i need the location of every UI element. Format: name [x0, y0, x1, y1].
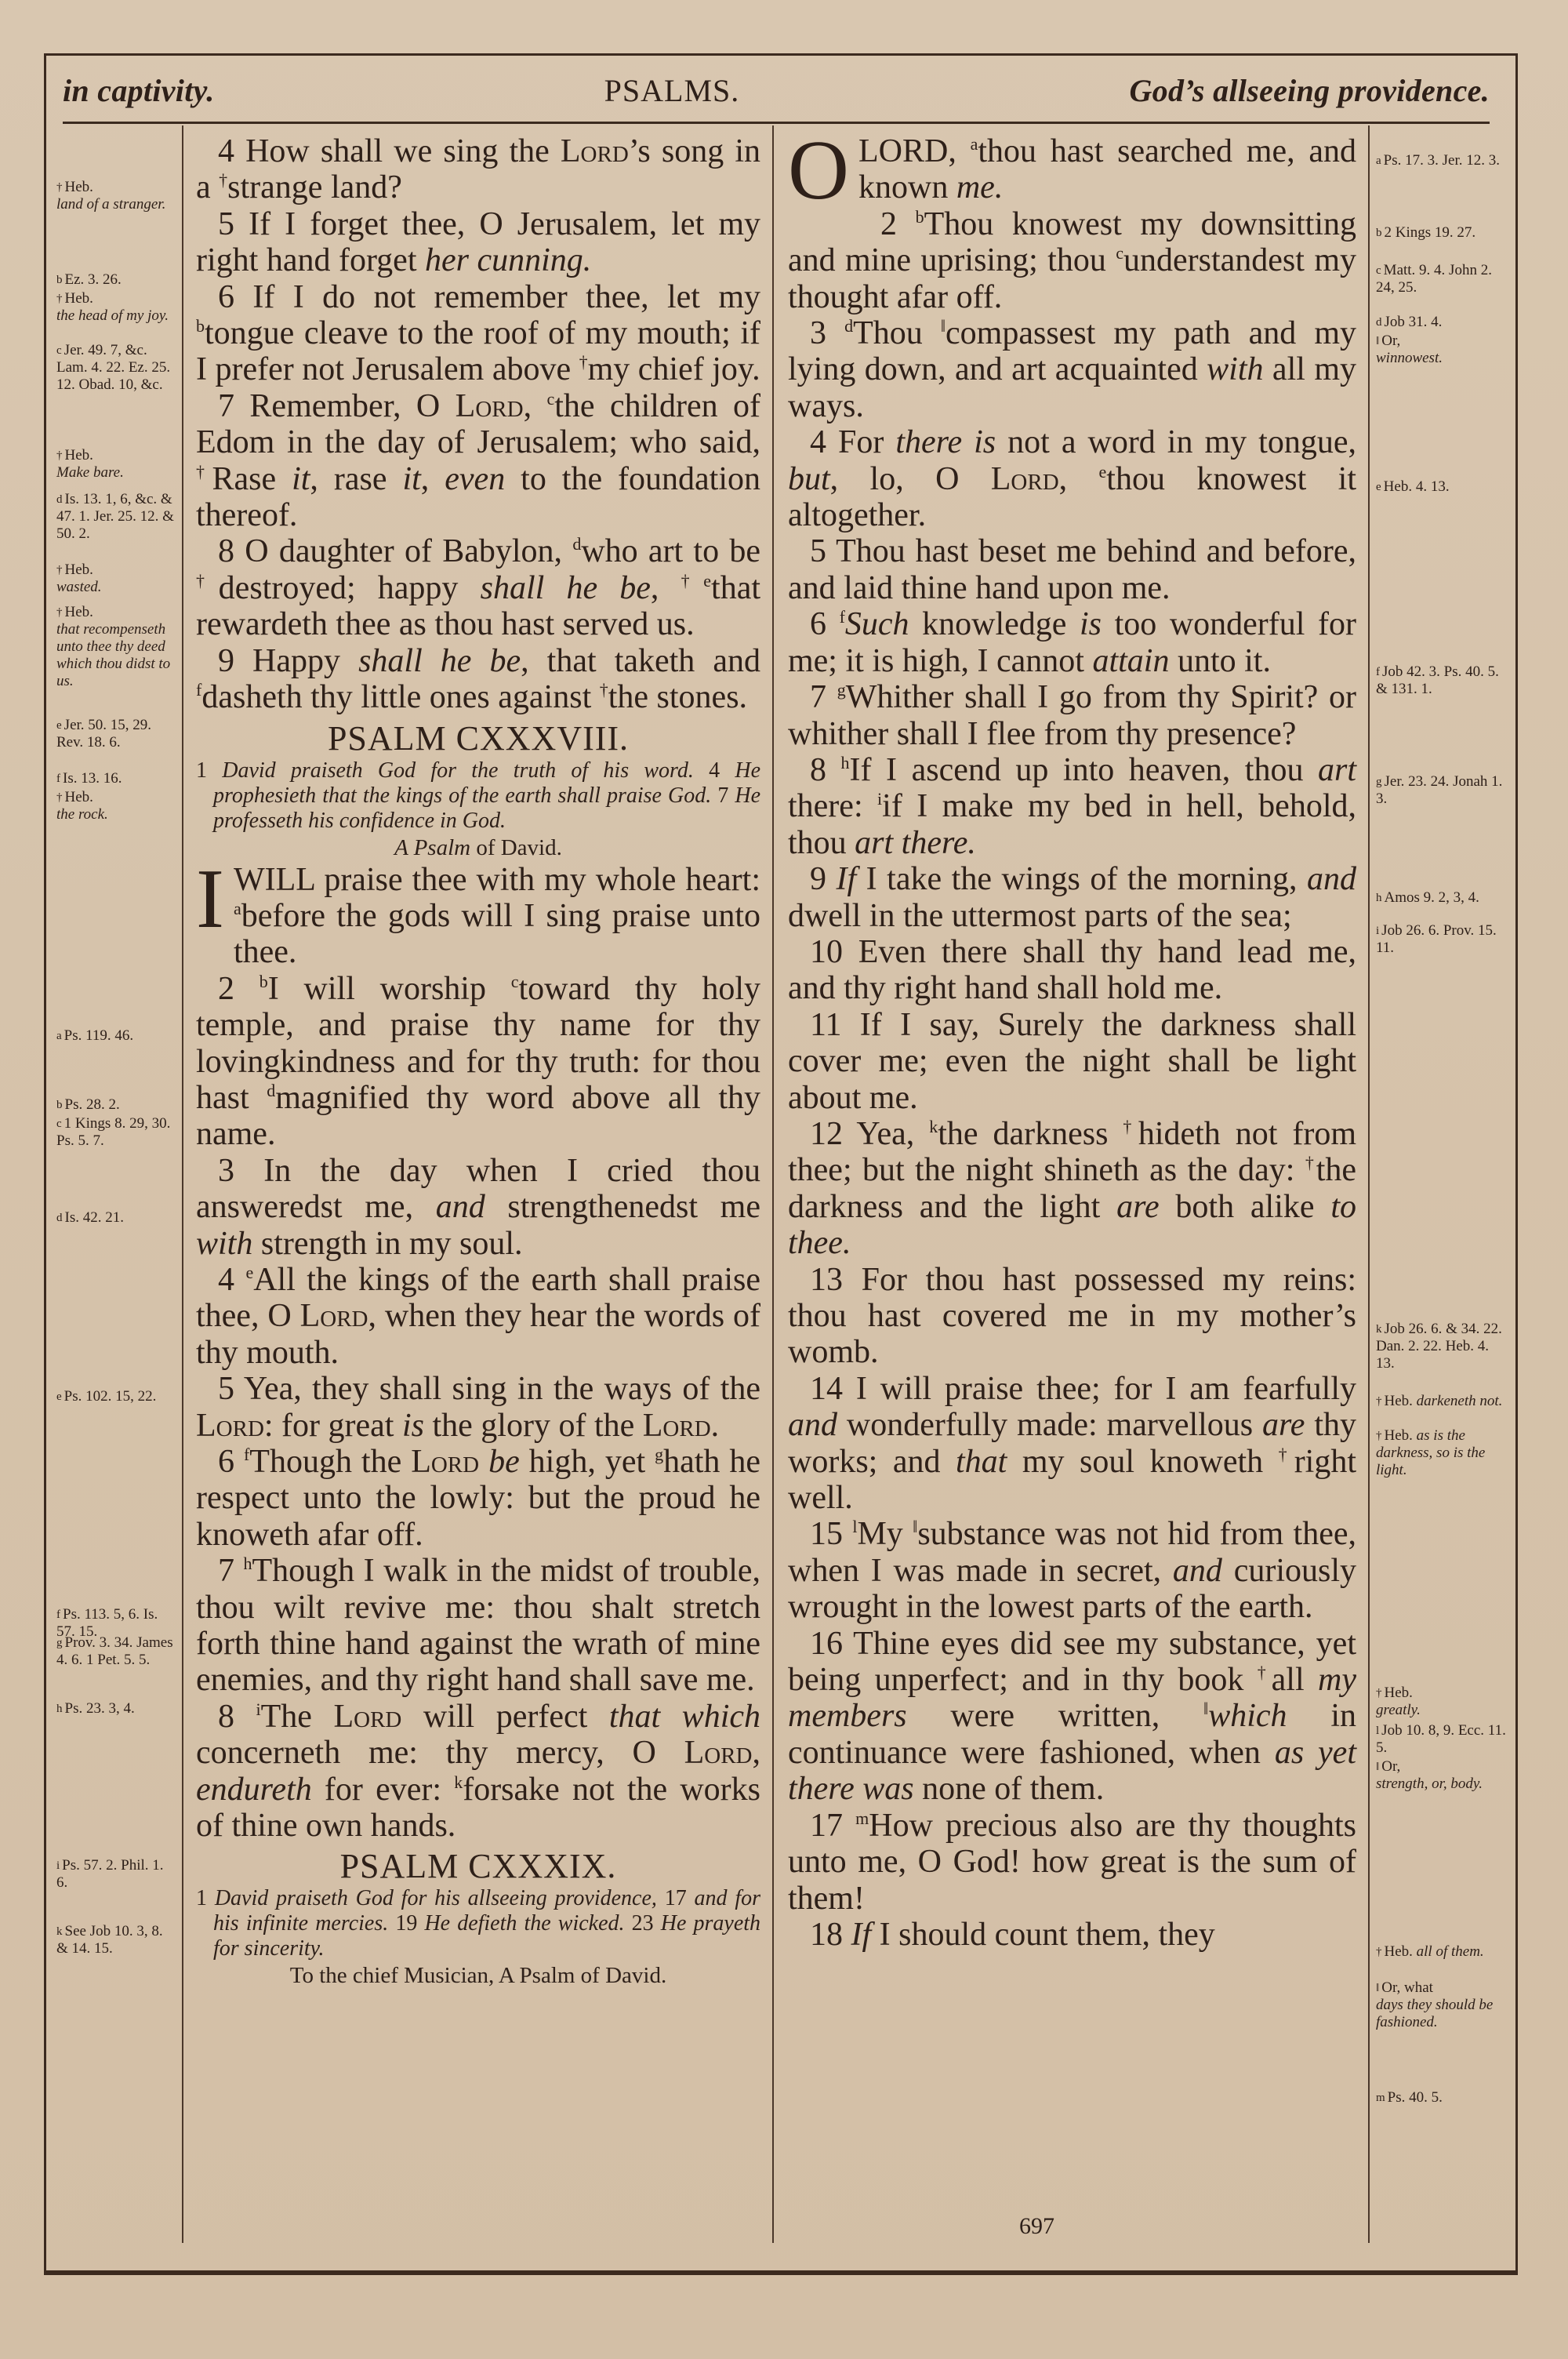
- margin-note: † Heb. Make bare.: [56, 447, 124, 481]
- margin-note: $^d$ Is. 13. 1, 6, &c. & 47. 1. Jer. 25. 12. & 50. 2.: [56, 491, 174, 542]
- header-book-title: PSALMS.: [604, 72, 740, 108]
- verse-138-3: 3 In the day when I cried thou answeredst me, and strengthenedst me with strength in my soul.: [196, 1152, 760, 1262]
- verse-139-15: 15 $^l$My ‖substance was not hid from thee, when I was made in secret, and curiously wrought in the lowest parts of the earth.: [788, 1516, 1356, 1626]
- psalm-138-superscription: A Psalm of David.: [394, 834, 562, 860]
- verse-138-5: 5 Yea, they shall sing in the ways of the Lord: for great is the glory of the Lord.: [196, 1371, 760, 1444]
- verse-139-1: O LORD, $^a$thou hast searched me, and known me.: [788, 124, 1356, 217]
- margin-note: $^e$ Jer. 50. 15, 29. Rev. 18. 6.: [56, 717, 152, 751]
- margin-note: † Heb. as is the darkness, so is the light.: [1376, 1427, 1486, 1478]
- margin-note: $^f$ Is. 13. 16.: [56, 770, 122, 787]
- verse-137-7: 7 Remember, O Lord, $^c$the children of Edom in the day of Jerusalem; who said, †Rase it, rase it, even to the foundation thereof.: [196, 387, 761, 534]
- verse-139-10: 10 Even there shall thy hand lead me, and thy right hand shall hold me.: [788, 933, 1356, 1007]
- header-right: God’s allseeing providence.: [1129, 72, 1490, 108]
- column-rule-center: [772, 125, 774, 2243]
- psalm-138-summary: 1 David praiseth God for the truth of his word. 4 He prophesieth that the kings of the earth shall praise God. 7 He professeth his confidence in God.: [196, 758, 761, 833]
- page-number: 697: [1019, 2213, 1054, 2239]
- margin-note: $^e$ Ps. 102. 15, 22.: [56, 1388, 157, 1405]
- verse-139-18: 18 If I should count them, they: [810, 1916, 1215, 1953]
- verse-139-16: 16 Thine eyes did see my substance, yet being unperfect; and in thy book †all my members were written, ‖which in continuance were fashioned, when as yet there was none of them.: [788, 1625, 1356, 1808]
- verse-139-9: 9 If I take the wings of the morning, and dwell in the uttermost parts of the sea;: [788, 861, 1356, 934]
- verse-138-8: 8 $^i$The Lord will perfect that which concerneth me: thy mercy, O Lord, endureth for ever: $^k$forsake not the works of thine own hands.: [196, 1698, 761, 1845]
- margin-note: $^i$ Ps. 57. 2. Phil. 1. 6.: [56, 1857, 164, 1891]
- margin-note: $^m$ Ps. 40. 5.: [1376, 2089, 1443, 2106]
- margin-note: ‖ Or, winnowest.: [1376, 333, 1443, 366]
- verse-138-2: 2 $^b$I will worship $^c$toward thy holy temple, and praise thy name for thy lovingkindness and for thy truth: for thou hast $^d$magnified thy word above all thy name.: [196, 970, 761, 1153]
- verse-139-2: 2 $^b$Thou knowest my downsitting and mine uprising; thou $^c$understandest my thought afar off.: [788, 205, 1357, 315]
- psalm-139-summary: 1 David praiseth God for his allseeing providence, 17 and for his infinite mercies. 19 He defieth the wicked. 23 He prayeth for sincerity.: [196, 1886, 761, 1961]
- header-left: in captivity.: [63, 72, 215, 108]
- margin-note: $^c$ Jer. 49. 7, &c. Lam. 4. 22. Ez. 25. 12. Obad. 10, &c.: [56, 342, 171, 393]
- margin-note: † Heb. all of them.: [1376, 1943, 1484, 1960]
- verse-139-4: 4 For there is not a word in my tongue, but, lo, O Lord, $^e$thou knowest it altogether.: [788, 424, 1357, 534]
- margin-note: $^c$ Matt. 9. 4. John 2. 24, 25.: [1376, 262, 1492, 296]
- verse-137-5: 5 If I forget thee, O Jerusalem, let my right hand forget her cunning.: [196, 205, 760, 279]
- drop-cap: O: [788, 124, 849, 217]
- margin-note: $^d$ Job 31. 4.: [1376, 314, 1443, 330]
- left-margin-notes: [56, 0, 174, 2353]
- verse-138-7: 7 $^h$Though I walk in the midst of trouble, thou wilt revive me: thou shalt stretch forth thine hand against the wrath of mine enemies, and thy right hand shall save me.: [196, 1553, 760, 1699]
- margin-note: $^k$ See Job 10. 3, 8. & 14. 15.: [56, 1923, 163, 1957]
- margin-note: $^e$ Heb. 4. 13.: [1376, 478, 1450, 495]
- header-rule: [63, 122, 1490, 124]
- psalm-139-title: PSALM CXXXIX.: [339, 1847, 617, 1886]
- margin-note: $^b$ Ez. 3. 26.: [56, 271, 122, 288]
- margin-note: $^h$ Ps. 23. 3, 4.: [56, 1700, 135, 1717]
- verse-137-4: 4 How shall we sing the Lord’s song in a †strange land?: [196, 133, 760, 206]
- margin-note: $^k$ Job 26. 6. & 34. 22. Dan. 2. 22. Heb. 4. 13.: [1376, 1321, 1502, 1372]
- margin-note: † Heb. that recompenseth unto thee thy deed which thou didst to us.: [56, 604, 171, 689]
- verse-139-7: 7 $^g$Whither shall I go from thy Spirit? or whither shall I flee from thy presence?: [788, 679, 1357, 752]
- text-column-left: [196, 133, 760, 1990]
- margin-note: $^f$ Ps. 113. 5, 6. Is. 57. 15.: [56, 1606, 158, 1640]
- margin-note: ‖ Or, strength, or, body.: [1376, 1758, 1483, 1792]
- verse-139-13: 13 For thou hast possessed my reins: thou hast covered me in my mother’s womb.: [788, 1261, 1356, 1371]
- margin-note: $^h$ Amos 9. 2, 3, 4.: [1376, 889, 1479, 906]
- verse-138-4: 4 $^e$All the kings of the earth shall praise thee, O Lord, when they hear the words of thy mouth.: [196, 1261, 761, 1371]
- margin-note: † Heb. greatly.: [1376, 1685, 1421, 1718]
- verse-139-14: 14 I will praise thee; for I am fearfully and wonderfully made: marvellous are thy works; and that my soul knoweth †right well.: [788, 1370, 1357, 1517]
- margin-note: † Heb. land of a stranger.: [56, 179, 166, 213]
- drop-cap: I: [196, 852, 224, 946]
- margin-note: † Heb. the head of my joy.: [56, 290, 169, 324]
- margin-note: $^b$ Ps. 28. 2.: [56, 1096, 120, 1113]
- running-header: [63, 63, 1490, 118]
- verse-138-1: I WILL praise thee with my whole heart: $^a$before the gods will I sing praise unto thee.: [196, 852, 760, 971]
- bottom-rule: [44, 2273, 1518, 2275]
- verse-139-6: 6 $^f$Such knowledge is too wonderful for me; it is high, I cannot attain unto it.: [788, 606, 1356, 679]
- margin-note: $^c$ 1 Kings 8. 29, 30. Ps. 5. 7.: [56, 1115, 171, 1149]
- margin-note: † Heb. darkeneth not.: [1376, 1393, 1503, 1409]
- margin-note: $^g$ Jer. 23. 24. Jonah 1. 3.: [1376, 773, 1503, 807]
- verse-139-12: 12 Yea, $^k$the darkness †hideth not from thee; but the night shineth as the day: †the darkness and the light are both alike to thee.: [788, 1115, 1357, 1262]
- margin-note: $^a$ Ps. 119. 46.: [56, 1027, 134, 1044]
- verse-139-17: 17 $^m$How precious also are thy thoughts unto me, O God! how great is the sum of them!: [788, 1807, 1356, 1917]
- margin-note: † Heb. the rock.: [56, 789, 108, 823]
- verse-139-8: 8 $^h$If I ascend up into heaven, thou art there: $^i$if I make my bed in hell, behold, thou art there.: [788, 751, 1356, 861]
- column-rule-left: [182, 125, 183, 2243]
- psalm-139-superscription: To the chief Musician, A Psalm of David.: [289, 1963, 667, 1989]
- margin-note: $^f$ Job 42. 3. Ps. 40. 5. & 131. 1.: [1376, 663, 1499, 697]
- verse-137-8: 8 O daughter of Babylon, $^d$who art to be †destroyed; happy shall he be, $^{\dagger e}$that rewardeth thee as thou hast served us.: [196, 533, 761, 643]
- column-rule-right: [1368, 125, 1370, 2243]
- verse-137-9: 9 Happy shall he be, that taketh and $^f$dasheth thy little ones against †the stones.: [196, 642, 760, 716]
- verse-139-5: 5 Thou hast beset me behind and before, and laid thine hand upon me.: [788, 533, 1356, 606]
- right-margin-notes: [1376, 0, 1509, 2353]
- margin-note: ‖ Or, what days they should be fashioned.: [1376, 1979, 1494, 2030]
- margin-note: $^l$ Job 10. 8, 9. Ecc. 11. 5.: [1376, 1722, 1506, 1756]
- psalm-138-title: PSALM CXXXVIII.: [327, 718, 630, 758]
- margin-note: $^d$ Is. 42. 21.: [56, 1209, 124, 1226]
- text-column-right: [788, 124, 1357, 1953]
- verse-137-6: 6 If I do not remember thee, let my $^b$tongue cleave to the roof of my mouth; if I prefer not Jerusalem above †my chief joy.: [196, 278, 760, 388]
- margin-note: † Heb. wasted.: [56, 562, 102, 595]
- verse-138-6: 6 $^f$Though the Lord be high, yet $^g$hath he respect unto the lowly: but the proud he knoweth afar off.: [196, 1444, 761, 1553]
- verse-139-11: 11 If I say, Surely the darkness shall cover me; even the night shall be light about me.: [788, 1006, 1356, 1116]
- margin-note: $^a$ Ps. 17. 3. Jer. 12. 3.: [1376, 152, 1500, 169]
- margin-note: $^b$ 2 Kings 19. 27.: [1376, 224, 1476, 241]
- verse-139-3: 3 $^d$Thou ‖compassest my path and my lying down, and art acquainted with all my ways.: [788, 315, 1356, 424]
- margin-note: $^i$ Job 26. 6. Prov. 15. 11.: [1376, 922, 1497, 956]
- margin-note: $^g$ Prov. 3. 34. James 4. 6. 1 Pet. 5. 5.: [56, 1634, 173, 1668]
